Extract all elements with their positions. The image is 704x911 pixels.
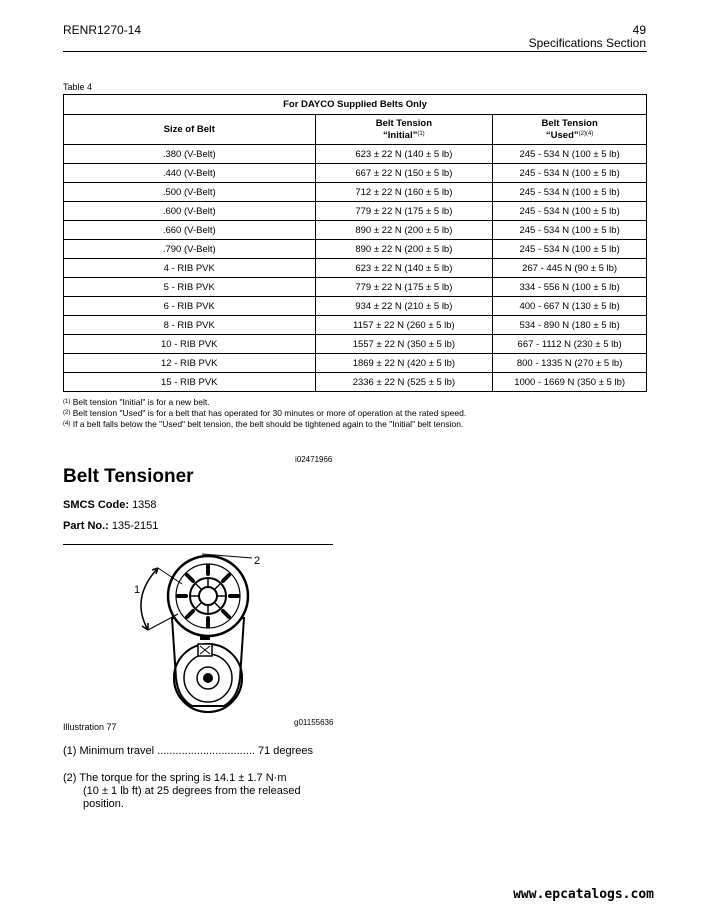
column-header-size: Size of Belt xyxy=(64,115,316,145)
footnote xyxy=(63,408,466,419)
table-row xyxy=(64,240,647,259)
footnote-text: Belt tension "Initial" is for a new belt. xyxy=(72,397,210,407)
callout-description-line1: The torque for the spring is 14.1 ± 1.7 N·m xyxy=(79,772,287,784)
column-header-initial-line2: “Initial” xyxy=(383,130,418,141)
table-caption: Table 4 xyxy=(63,82,93,92)
section-title: Belt Tensioner xyxy=(63,466,194,487)
footnote-text: If a belt falls below the "Used" belt tension, the belt should be tightened again to the "Initial" belt tension. xyxy=(72,419,464,429)
part-label: Part No.: xyxy=(63,520,109,532)
callout-2-label: 2 xyxy=(254,555,261,567)
table-row xyxy=(64,202,647,221)
cell-size: 6 - RIB PVK xyxy=(64,297,316,316)
table-row xyxy=(64,183,647,202)
cell-used: 667 - 1112 N (230 ± 5 lb) xyxy=(493,335,647,354)
cell-used: 245 - 534 N (100 ± 5 lb) xyxy=(493,145,647,164)
callout-2-text xyxy=(63,772,343,811)
cell-used: 400 - 667 N (130 ± 5 lb) xyxy=(493,297,647,316)
table-row xyxy=(64,335,647,354)
belt-tension-table xyxy=(63,94,647,392)
footnote-ref: (1) xyxy=(417,131,425,137)
reference-id: i02471966 xyxy=(295,455,333,464)
callout-1-text xyxy=(63,745,343,758)
footnote xyxy=(63,397,466,408)
table-band-title: For DAYCO Supplied Belts Only xyxy=(64,95,647,115)
column-header-initial-line1: Belt Tension xyxy=(375,118,433,129)
illustration-top-rule xyxy=(63,544,333,545)
cell-size: .440 (V-Belt) xyxy=(64,164,316,183)
cell-size: 5 - RIB PVK xyxy=(64,278,316,297)
cell-used: 334 - 556 N (100 ± 5 lb) xyxy=(493,278,647,297)
illustration-caption: Illustration 77 xyxy=(63,722,117,732)
header-rule xyxy=(63,51,647,52)
cell-initial: 623 ± 22 N (140 ± 5 lb) xyxy=(315,259,493,278)
cell-used: 800 - 1335 N (270 ± 5 lb) xyxy=(493,354,647,373)
cell-initial: 1557 ± 22 N (350 ± 5 lb) xyxy=(315,335,493,354)
cell-used: 245 - 534 N (100 ± 5 lb) xyxy=(493,202,647,221)
cell-initial: 712 ± 22 N (160 ± 5 lb) xyxy=(315,183,493,202)
smcs-value: 1358 xyxy=(132,499,157,511)
cell-size: 10 - RIB PVK xyxy=(64,335,316,354)
page-number: 49 xyxy=(632,23,646,37)
column-header-used xyxy=(493,115,647,145)
table-row xyxy=(64,316,647,335)
cell-used: 245 - 534 N (100 ± 5 lb) xyxy=(493,221,647,240)
table-row xyxy=(64,354,647,373)
cell-initial: 1869 ± 22 N (420 ± 5 lb) xyxy=(315,354,493,373)
belt-tensioner-illustration xyxy=(120,548,280,716)
cell-size: 12 - RIB PVK xyxy=(64,354,316,373)
illustration-code: g01155636 xyxy=(294,718,334,727)
callout-mark: (1) xyxy=(63,745,77,757)
smcs-label: SMCS Code: xyxy=(63,499,129,511)
spring-housing-drawing xyxy=(168,556,248,636)
cell-initial: 934 ± 22 N (210 ± 5 lb) xyxy=(315,297,493,316)
cell-size: .500 (V-Belt) xyxy=(64,183,316,202)
cell-initial: 2336 ± 22 N (525 ± 5 lb) xyxy=(315,373,493,392)
cell-size: .600 (V-Belt) xyxy=(64,202,316,221)
table-row xyxy=(64,164,647,183)
footnote-text: Belt tension "Used" is for a belt that has operated for 30 minutes or more of operation at the rated speed. xyxy=(72,408,467,418)
cell-used: 1000 - 1669 N (350 ± 5 lb) xyxy=(493,373,647,392)
cell-initial: 890 ± 22 N (200 ± 5 lb) xyxy=(315,221,493,240)
cell-initial: 890 ± 22 N (200 ± 5 lb) xyxy=(315,240,493,259)
cell-size: 15 - RIB PVK xyxy=(64,373,316,392)
cell-used: 245 - 534 N (100 ± 5 lb) xyxy=(493,240,647,259)
section-name: Specifications Section xyxy=(528,36,646,50)
footnote-ref: (2)(4) xyxy=(578,131,594,137)
smcs-code xyxy=(63,499,157,511)
cell-used: 245 - 534 N (100 ± 5 lb) xyxy=(493,164,647,183)
footnote-mark: (4) xyxy=(63,421,71,427)
part-number xyxy=(63,520,158,532)
table-row xyxy=(64,221,647,240)
cell-size: .790 (V-Belt) xyxy=(64,240,316,259)
cell-used: 267 - 445 N (90 ± 5 lb) xyxy=(493,259,647,278)
part-value: 135-2151 xyxy=(111,520,159,532)
footnote xyxy=(63,419,466,430)
table-row xyxy=(64,297,647,316)
cell-initial: 667 ± 22 N (150 ± 5 lb) xyxy=(315,164,493,183)
callout-description: Minimum travel ................................ 71 degrees xyxy=(79,745,314,757)
cell-size: 8 - RIB PVK xyxy=(64,316,316,335)
cell-initial: 779 ± 22 N (175 ± 5 lb) xyxy=(315,278,493,297)
callout-mark: (2) xyxy=(63,772,77,784)
cell-initial: 623 ± 22 N (140 ± 5 lb) xyxy=(315,145,493,164)
footnote-mark: (2) xyxy=(63,410,71,416)
table-row xyxy=(64,145,647,164)
callout-description-line3: position. xyxy=(83,798,124,810)
cell-initial: 779 ± 22 N (175 ± 5 lb) xyxy=(315,202,493,221)
column-header-used-line2: “Used” xyxy=(545,130,579,141)
column-header-initial xyxy=(315,115,493,145)
table-row xyxy=(64,373,647,392)
table-footnotes xyxy=(63,397,466,430)
callout-1-label: 1 xyxy=(134,584,141,596)
callout-description-line2: (10 ± 1 lb ft) at 25 degrees from the released xyxy=(83,785,301,797)
footnote-mark: (1) xyxy=(63,399,71,405)
table-row xyxy=(64,259,647,278)
cell-initial: 1157 ± 22 N (260 ± 5 lb) xyxy=(315,316,493,335)
document-id: RENR1270-14 xyxy=(63,23,142,37)
cell-size: .380 (V-Belt) xyxy=(64,145,316,164)
column-header-used-line1: Belt Tension xyxy=(541,118,598,129)
cell-used: 534 - 890 N (180 ± 5 lb) xyxy=(493,316,647,335)
table-row xyxy=(64,278,647,297)
watermark-url: www.epcatalogs.com xyxy=(513,887,654,902)
cell-size: .660 (V-Belt) xyxy=(64,221,316,240)
cell-used: 245 - 534 N (100 ± 5 lb) xyxy=(493,183,647,202)
cell-size: 4 - RIB PVK xyxy=(64,259,316,278)
